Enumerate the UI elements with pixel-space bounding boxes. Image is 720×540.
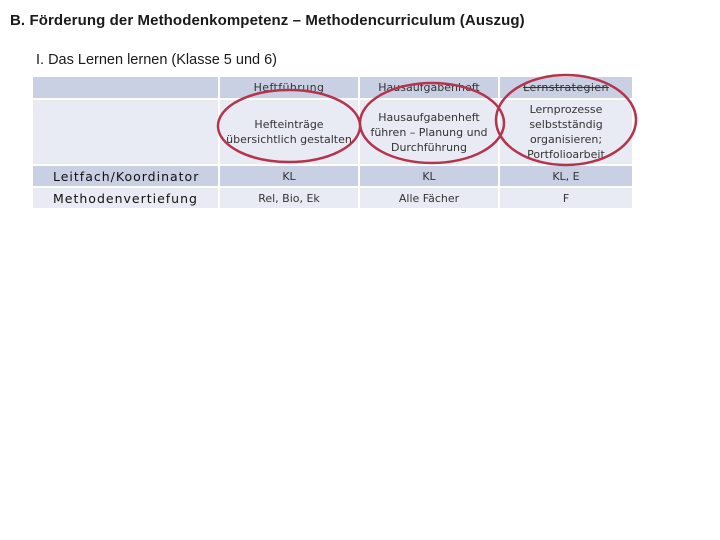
table-row xyxy=(32,165,633,187)
curriculum-table xyxy=(31,75,634,210)
table-row xyxy=(32,187,633,209)
header-lernstrategien: Lernstrategien xyxy=(499,76,633,99)
page-title: B. Förderung der Methodenkompetenz – Methodencurriculum (Auszug) xyxy=(10,12,525,29)
table-cell: KL xyxy=(359,165,499,187)
description-empty-cell xyxy=(32,99,219,165)
row-label-leitfach: Leitfach/Koordinator xyxy=(32,165,219,187)
table-cell: Rel, Bio, Ek xyxy=(219,187,359,209)
table-header-row xyxy=(32,76,633,99)
description-heftfuehrung: Hefteinträge übersichtlich gestalten xyxy=(219,99,359,165)
section-title: I. Das Lernen lernen (Klasse 5 und 6) xyxy=(36,52,277,68)
description-hausaufgabenheft: Hausaufgabenheft führen – Planung und Durchführung xyxy=(359,99,499,165)
table-cell: Alle Fächer xyxy=(359,187,499,209)
row-label-methodenvertiefung: Methodenvertiefung xyxy=(32,187,219,209)
table-cell: F xyxy=(499,187,633,209)
table-description-row xyxy=(32,99,633,165)
header-empty-cell xyxy=(32,76,219,99)
table-cell: KL xyxy=(219,165,359,187)
table-cell: KL, E xyxy=(499,165,633,187)
description-lernstrategien: Lernprozesse selbstständig organisieren; Portfolioarbeit xyxy=(499,99,633,165)
header-hausaufgabenheft: Hausaufgabenheft xyxy=(359,76,499,99)
header-heftfuehrung: Heftführung xyxy=(219,76,359,99)
